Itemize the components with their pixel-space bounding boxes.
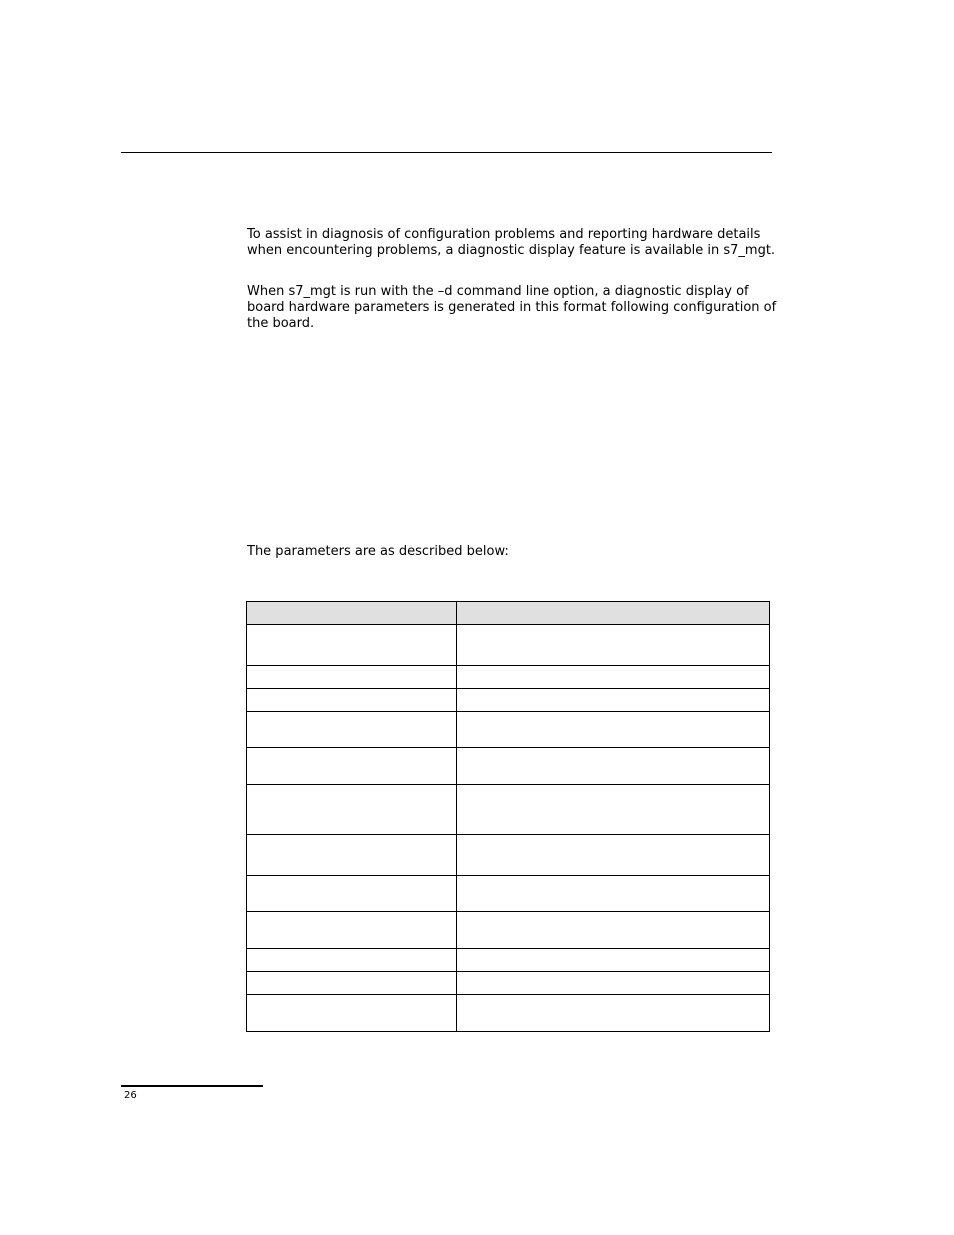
table-row <box>247 835 770 876</box>
description-cell <box>457 785 770 835</box>
table-row <box>247 972 770 995</box>
description-cell <box>457 876 770 912</box>
description-cell <box>457 748 770 785</box>
table-header-row <box>247 602 770 625</box>
parameter-cell <box>247 785 457 835</box>
table-row <box>247 689 770 712</box>
parameter-cell <box>247 972 457 995</box>
table-row <box>247 949 770 972</box>
table-row <box>247 912 770 949</box>
table-row <box>247 748 770 785</box>
footer-rule <box>121 1085 263 1087</box>
parameter-cell <box>247 666 457 689</box>
intro-paragraph: To assist in diagnosis of configuration problems and reporting hardware details when encountering problems, a diagnostic display feature is available in s7_mgt. <box>247 227 776 258</box>
description-cell <box>457 666 770 689</box>
parameter-cell <box>247 748 457 785</box>
parameter-cell <box>247 876 457 912</box>
table-row <box>247 666 770 689</box>
parameter-cell <box>247 995 457 1032</box>
description-cell <box>457 912 770 949</box>
description-cell <box>457 689 770 712</box>
parameter-cell <box>247 689 457 712</box>
parameter-cell <box>247 949 457 972</box>
description-cell <box>457 835 770 876</box>
description-cell <box>457 949 770 972</box>
header-cell-description <box>457 602 770 625</box>
header-rule <box>121 152 772 153</box>
table-row <box>247 712 770 748</box>
parameter-cell <box>247 912 457 949</box>
table-row <box>247 625 770 666</box>
page-number: 26 <box>124 1090 137 1101</box>
table-row <box>247 876 770 912</box>
description-cell <box>457 712 770 748</box>
table-row <box>247 785 770 835</box>
header-cell-parameter <box>247 602 457 625</box>
parameter-table <box>246 601 770 1032</box>
diagnostic-option-paragraph: When s7_mgt is run with the –d command line option, a diagnostic display of board hardware parameters is generated in this format following configuration of the board. <box>247 284 777 331</box>
table-row <box>247 995 770 1032</box>
parameters-intro-paragraph: The parameters are as described below: <box>247 544 509 559</box>
parameter-cell <box>247 625 457 666</box>
description-cell <box>457 995 770 1032</box>
description-cell <box>457 972 770 995</box>
parameter-cell <box>247 835 457 876</box>
description-cell <box>457 625 770 666</box>
parameter-cell <box>247 712 457 748</box>
